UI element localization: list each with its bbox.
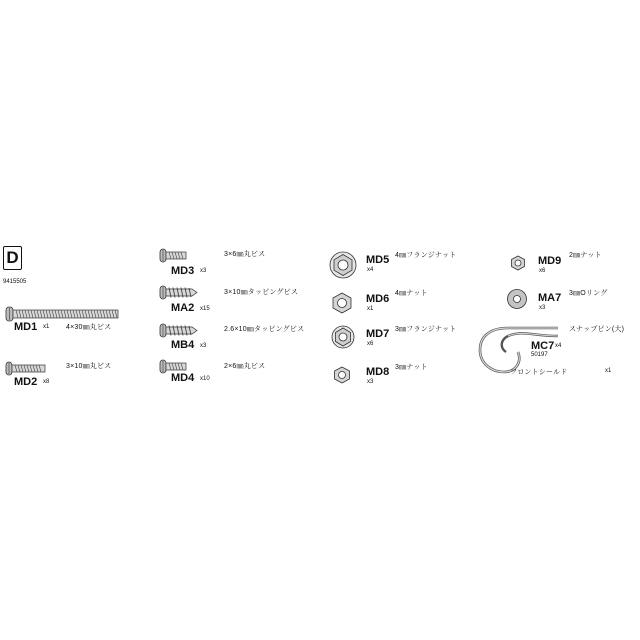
part-code: MD3 [171, 265, 195, 277]
part-desc: 2×6㎜丸ビス [224, 363, 266, 370]
part-desc: 3㎜ナット [395, 364, 428, 371]
bag-part-number: 9415505 [3, 279, 27, 285]
part-desc: 4㎜フランジナット [395, 252, 457, 259]
part-code: MD1 [14, 321, 38, 333]
part-qty: x15 [200, 306, 210, 312]
part-qty: x4 [367, 267, 374, 273]
part-code: MD8 [366, 366, 390, 378]
screw-icon [6, 362, 46, 376]
front-shield-label: フロントシールド [510, 369, 568, 376]
part-qty: x3 [200, 343, 207, 349]
part-desc: 3㎜Oリング [569, 290, 608, 297]
part-desc: 4×30㎜丸ビス [66, 324, 112, 331]
part-qty: x8 [43, 379, 50, 385]
part-desc: 3×6㎜丸ビス [224, 251, 266, 258]
part-code: MD2 [14, 376, 38, 388]
part-qty: x10 [200, 376, 210, 382]
part-qty: x1 [43, 324, 50, 330]
part-code: MD7 [366, 328, 390, 340]
front-shield-qty: x1 [605, 368, 612, 374]
part-qty: x6 [367, 341, 374, 347]
short-screw-icon [160, 249, 190, 263]
part-qty: x3 [539, 305, 546, 311]
part-desc: 3×10㎜丸ビス [66, 363, 112, 370]
part-desc: 3㎜フランジナット [395, 326, 457, 333]
part-qty: x1 [367, 306, 374, 312]
tapping-screw-icon [160, 324, 200, 338]
part-desc: 2.6×10㎜タッピングビス [224, 326, 305, 333]
flange-nut-icon [331, 325, 355, 349]
part-code: MA7 [538, 292, 562, 304]
tapping-screw-icon [160, 286, 200, 300]
flange-nut-icon [329, 251, 357, 279]
part-desc: 4㎜ナット [395, 290, 428, 297]
part-code: MD5 [366, 254, 390, 266]
part-code: MD6 [366, 293, 390, 305]
hex-nut-icon [333, 366, 351, 384]
hex-nut-icon [331, 292, 353, 314]
part-desc: 2㎜ナット [569, 252, 602, 259]
part-code: MC7 [531, 340, 555, 352]
part-code: MD9 [538, 255, 562, 267]
part-code: MB4 [171, 339, 195, 351]
part-desc: 3×10㎜タッピングビス [224, 289, 299, 296]
hex-nut-icon [510, 255, 526, 271]
part-qty: x4 [555, 343, 562, 349]
part-qty: x3 [200, 268, 207, 274]
part-sub-number: 50197 [531, 352, 548, 358]
long-screw-icon [6, 306, 121, 322]
bag-letter: D [3, 246, 22, 270]
part-code: MA2 [171, 302, 195, 314]
o-ring-icon [506, 288, 528, 310]
part-code: MD4 [171, 372, 195, 384]
part-qty: x3 [367, 379, 374, 385]
part-qty: x6 [539, 268, 546, 274]
part-desc: スナップピン(大) [569, 326, 625, 333]
